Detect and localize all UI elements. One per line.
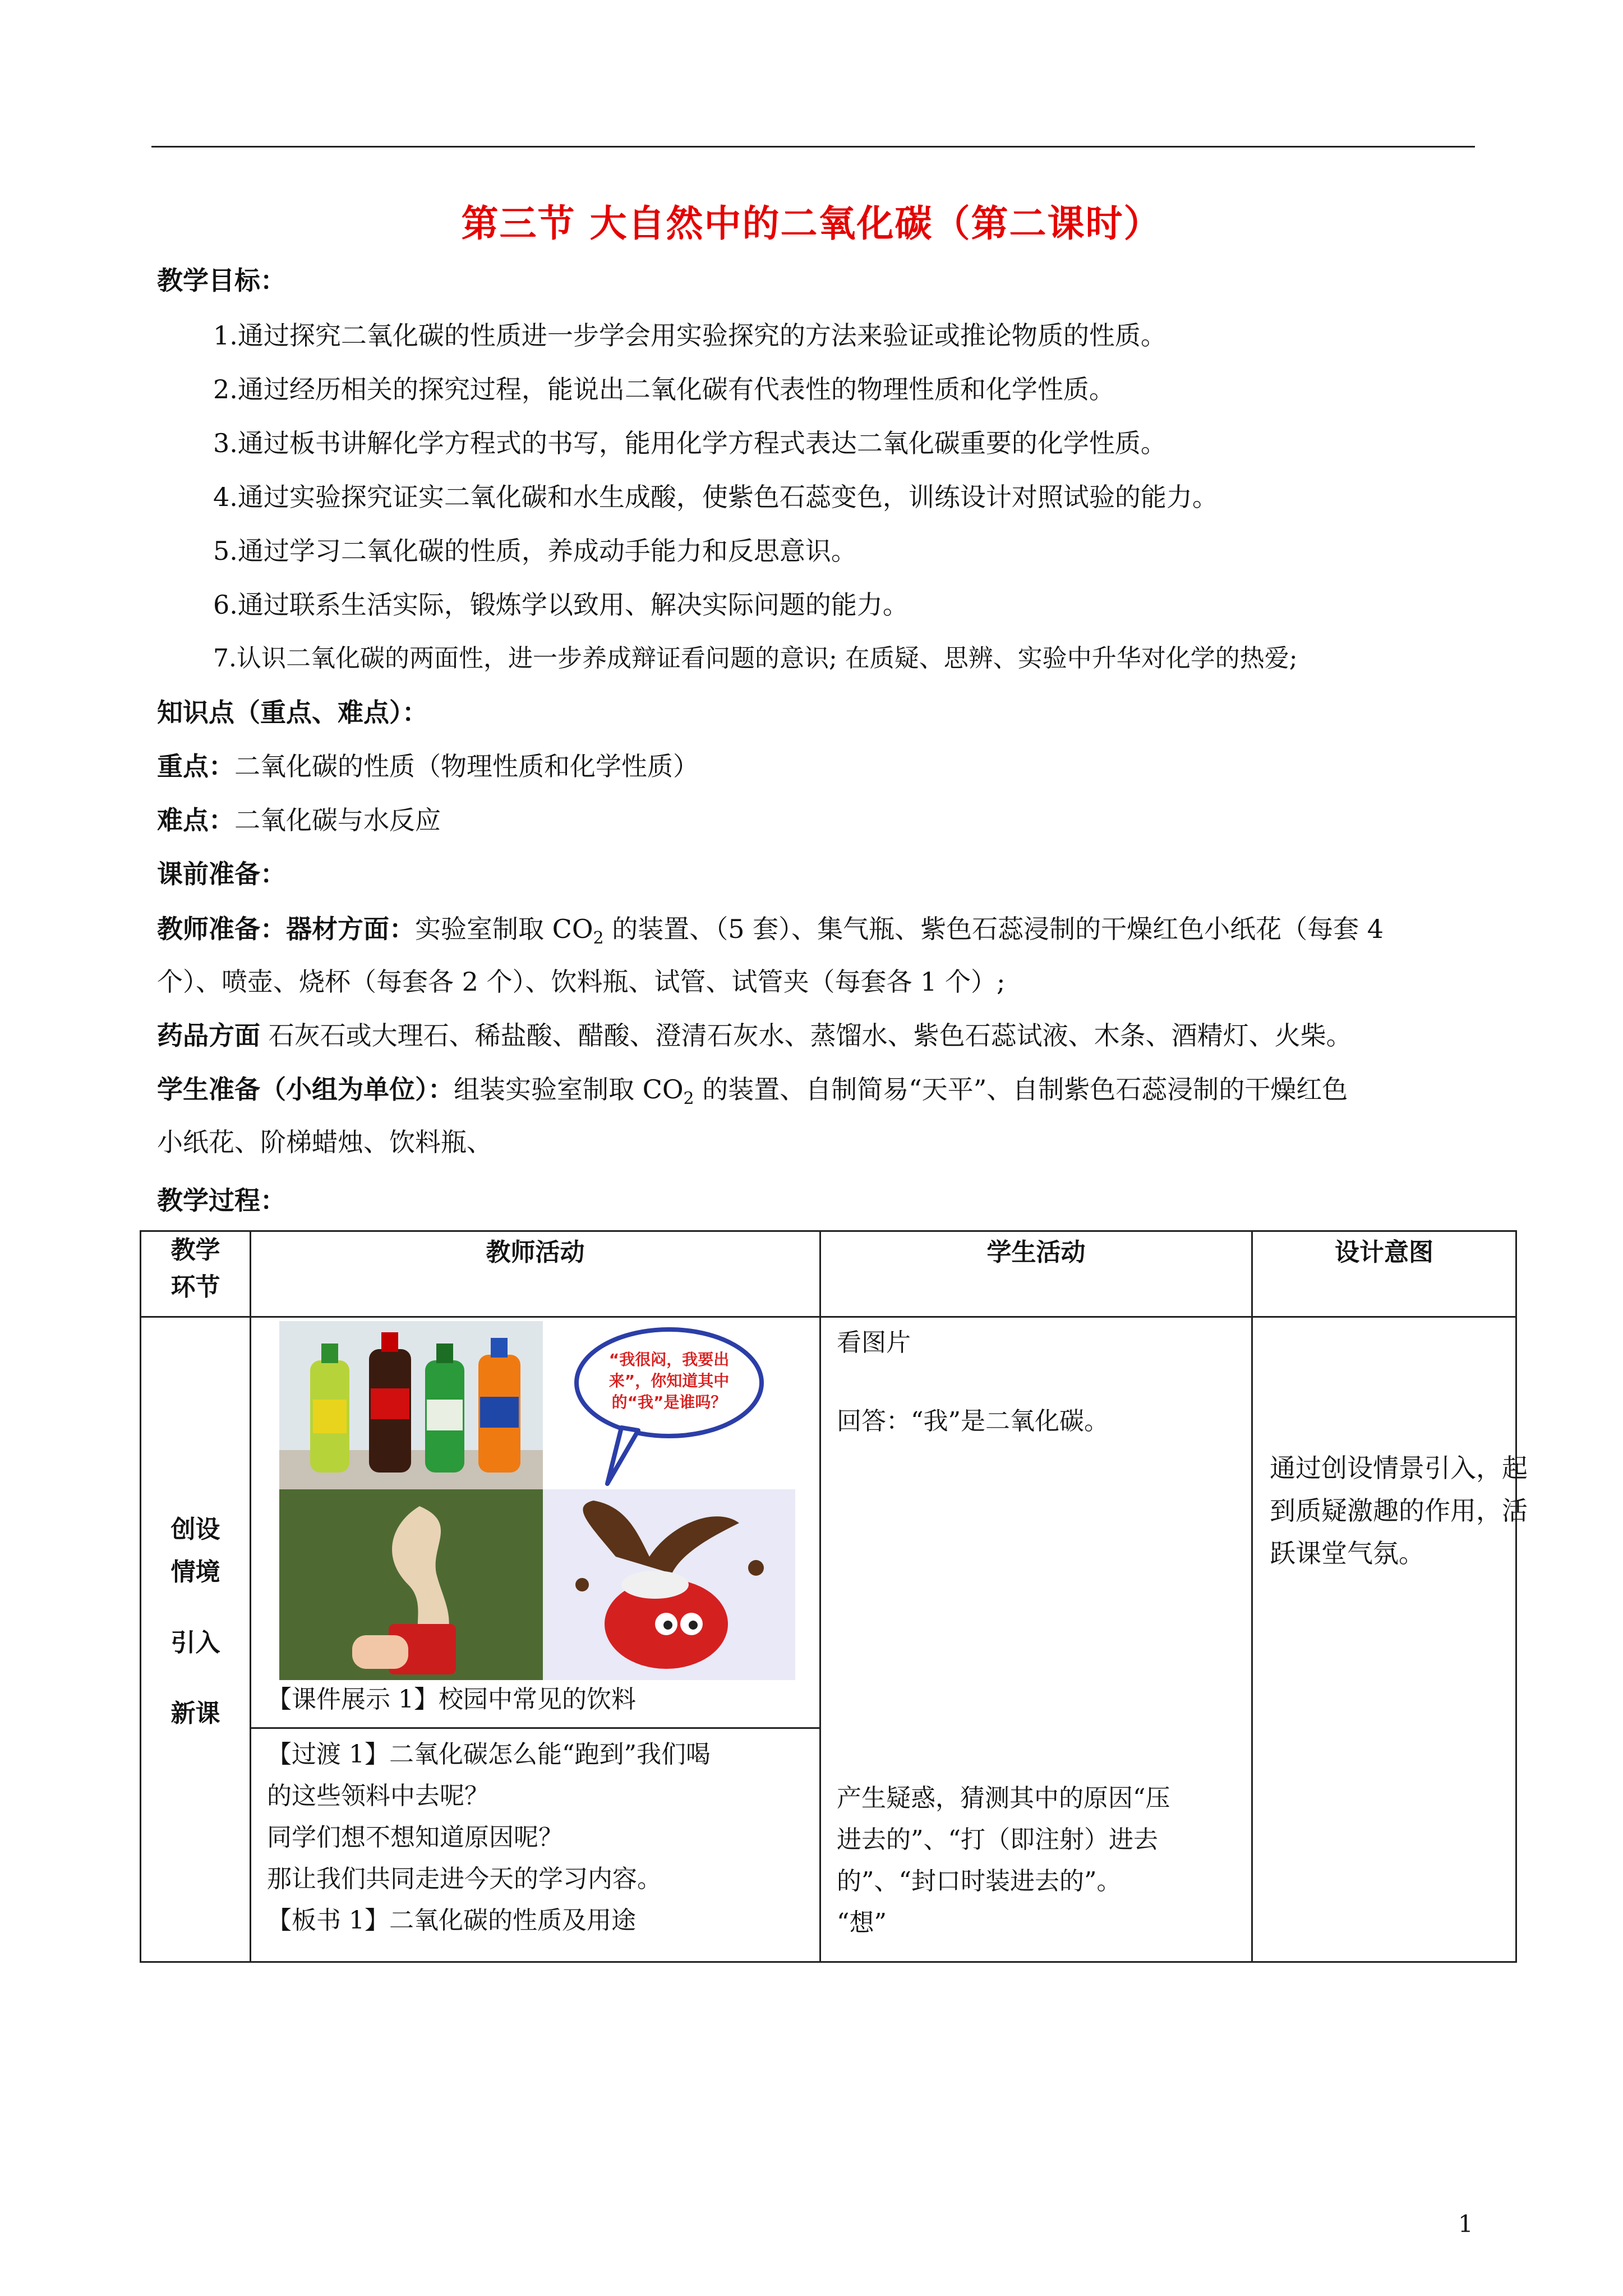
student-activity-cell	[820, 1317, 1252, 1962]
header-student: 学生活动	[820, 1231, 1252, 1317]
difficulty-text: 二氧化碳与水反应	[234, 805, 441, 835]
stage-cell	[141, 1317, 251, 1962]
equipment-text: 实验室制取 CO	[415, 914, 593, 944]
table-header-row	[141, 1231, 1516, 1317]
student-prep-line-2: 小纸花、阶梯蜡烛、饮料瓶、	[157, 1127, 492, 1157]
drugs-label: 药品方面	[157, 1020, 260, 1051]
objective-6: 6.通过联系生活实际，锻炼学以致用、解决实际问题的能力。	[213, 590, 909, 620]
objectives-heading: 教学目标：	[157, 265, 286, 296]
transition-line-3: 同学们想不想知道原因呢？	[267, 1823, 563, 1852]
bottle-cola	[369, 1332, 411, 1473]
student-doubt-line-3: 的”、“封口时装进去的”。	[837, 1867, 1122, 1895]
difficulty-point	[157, 803, 441, 837]
beverage-collage-image	[279, 1321, 795, 1680]
key-text: 二氧化碳的性质（物理性质和化学性质）	[234, 751, 699, 781]
teacher-caption: 【课件展示 1】校园中常见的饮料	[267, 1685, 636, 1714]
stage-line: 引入	[170, 1628, 220, 1657]
objective-5: 5.通过学习二氧化碳的性质，养成动手能力和反思意识。	[213, 536, 857, 566]
student-think: “想”	[837, 1908, 887, 1937]
table-row	[141, 1317, 1516, 1962]
prep-heading: 课前准备：	[157, 859, 286, 889]
co2-subscript: 2	[683, 1089, 694, 1109]
objective-2: 2.通过经历相关的探究过程，能说出二氧化碳有代表性的物理性质和化学性质。	[213, 374, 1115, 404]
student-prep-label: 学生准备（小组为单位）：	[157, 1074, 454, 1105]
board-writing-line: 【板书 1】二氧化碳的性质及用途	[267, 1906, 636, 1935]
header-teacher: 教师活动	[251, 1231, 820, 1317]
teacher-prep-line-2: 个）、喷壶、烧杯（每套各 2 个）、饮料瓶、试管、试管夹（每套各 1 个）;	[157, 967, 1006, 997]
stage-line: 情境	[170, 1558, 220, 1586]
student-look-picture: 看图片	[837, 1328, 911, 1357]
key-label: 重点：	[157, 751, 234, 781]
lesson-table	[140, 1230, 1528, 1963]
header-stage	[141, 1231, 251, 1317]
equipment-label: 器材方面：	[286, 914, 415, 944]
bottle-green	[425, 1343, 464, 1473]
teacher-prep-label: 教师准备：	[157, 914, 286, 944]
knowledge-heading: 知识点（重点、难点）：	[157, 697, 428, 728]
student-answer: 回答：“我”是二氧化碳。	[837, 1407, 1109, 1435]
header-stage-line-1: 教学	[170, 1236, 220, 1264]
stage-line: 创设	[170, 1515, 220, 1544]
objective-7: 7.认识二氧化碳的两面性，进一步养成辩证看问题的意识; 在质疑、思辨、实验中升华对化学的热爱;	[213, 644, 1298, 673]
header-rule	[151, 146, 1475, 148]
student-doubt-line-1: 产生疑惑，猜测其中的原因“压	[837, 1784, 1170, 1812]
design-intent-cell	[1252, 1317, 1528, 1962]
teacher-cell-divider	[251, 1727, 819, 1729]
transition-line-4: 那让我们共同走进今天的学习内容。	[267, 1865, 662, 1893]
student-prep-line-1	[157, 1073, 1348, 1116]
page-number: 1	[1458, 2210, 1473, 2238]
objective-1: 1.通过探究二氧化碳的性质进一步学会用实验探究的方法来验证或推论物质的性质。	[213, 320, 1166, 351]
teacher-activity-cell	[251, 1317, 820, 1962]
document-title: 第三节 大自然中的二氧化碳（第二课时）	[461, 202, 1162, 245]
transition-line-2: 的这些领料中去呢？	[267, 1782, 489, 1810]
objective-3: 3.通过板书讲解化学方程式的书写，能用化学方程式表达二氧化碳重要的化学性质。	[213, 428, 1166, 458]
student-doubt-line-2: 进去的”、“打（即注射）进去	[837, 1825, 1158, 1854]
student-prep-text: 组装实验室制取 CO	[454, 1074, 684, 1105]
key-point	[157, 749, 699, 783]
drugs-text: 石灰石或大理石、稀盐酸、醋酸、澄清石灰水、蒸馏水、紫色石蕊试液、木条、酒精灯、火柴。	[260, 1020, 1352, 1051]
header-stage-line-2: 环节	[170, 1273, 220, 1301]
bottle-orange	[478, 1338, 520, 1473]
student-prep-text-cont: 的装置、自制简易“天平”、自制紫色石蕊浸制的干燥红色	[694, 1074, 1348, 1105]
process-heading: 教学过程：	[157, 1185, 286, 1216]
drugs-line	[157, 1019, 1352, 1052]
bottle-sprite	[310, 1343, 349, 1473]
teacher-prep-line-1	[157, 912, 1384, 955]
objective-4: 4.通过实验探究证实二氧化碳和水生成酸，使紫色石蕊变色，训练设计对照试验的能力。	[213, 482, 1218, 512]
speech-bubble-text: “我很闷，我要出来”，你知道其中的“我”是谁吗？	[608, 1350, 730, 1411]
header-intent: 设计意图	[1252, 1231, 1516, 1317]
design-intent-text: 通过创设情景引入，起到质疑激趣的作用，活跃课堂气氛。	[1270, 1453, 1528, 1568]
transition-line-1: 【过渡 1】二氧化碳怎么能“跑到”我们喝	[267, 1740, 711, 1769]
co2-subscript: 2	[593, 928, 604, 949]
stage-line: 新课	[170, 1699, 220, 1728]
difficulty-label: 难点：	[157, 805, 234, 835]
equipment-text-cont: 的装置、（5 套）、集气瓶、紫色石蕊浸制的干燥红色小纸花（每套 4	[603, 914, 1384, 944]
